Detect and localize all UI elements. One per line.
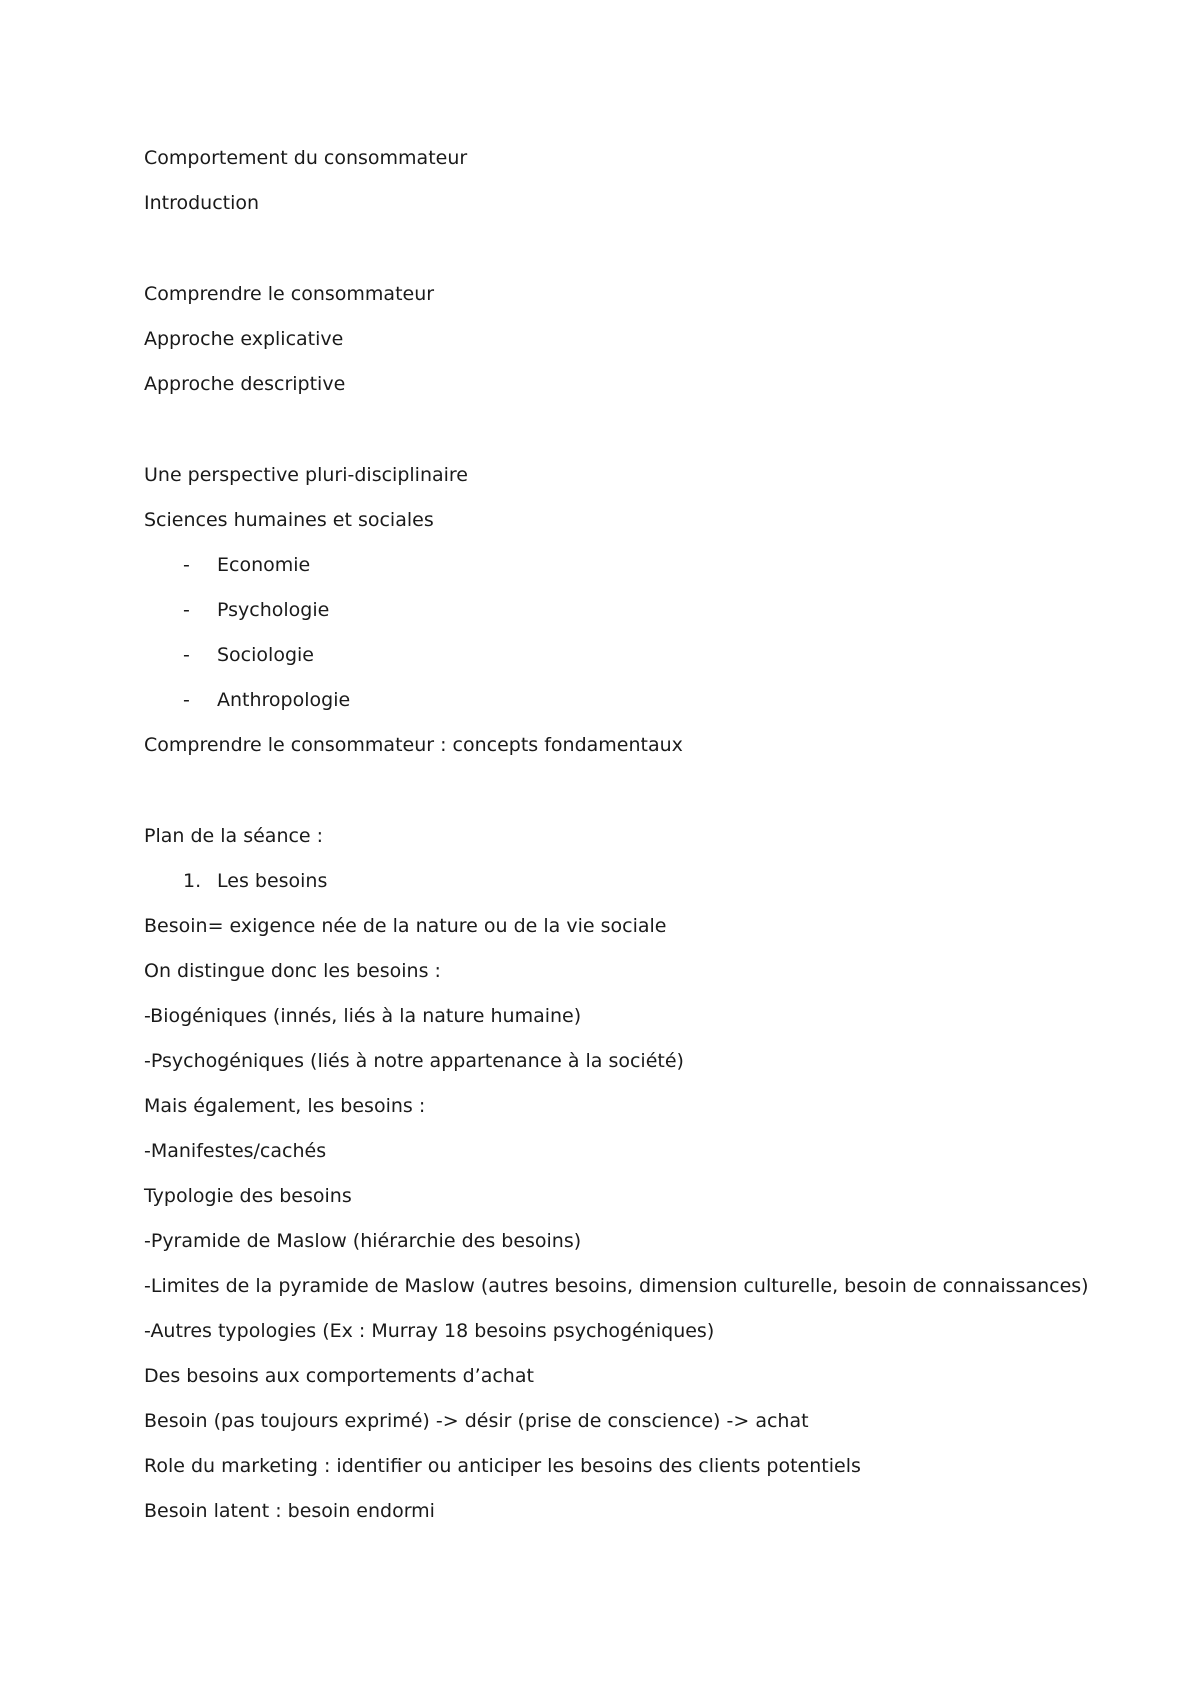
text-line-approche-explicative: Approche explicative (144, 328, 344, 350)
text-line: Besoin latent : besoin endormi (144, 1500, 435, 1522)
bullet-marker: - (183, 689, 190, 711)
bullet-item-economie: Economie (217, 554, 311, 576)
numbered-marker: 1. (183, 870, 202, 892)
text-line: Besoin= exigence née de la nature ou de la vie sociale (144, 915, 667, 937)
text-line: -Psychogéniques (liés à notre appartenance à la société) (144, 1050, 684, 1072)
text-line: Typologie des besoins (144, 1185, 352, 1207)
text-line: Mais également, les besoins : (144, 1095, 426, 1117)
plan-heading: Plan de la séance : (144, 825, 324, 847)
bullet-item-psychologie: Psychologie (217, 599, 330, 621)
document-title: Comportement du consommateur (144, 147, 468, 169)
bullet-marker: - (183, 554, 190, 576)
section-heading-perspective: Une perspective pluri-disciplinaire (144, 464, 468, 486)
text-line: -Autres typologies (Ex : Murray 18 besoins psychogéniques) (144, 1320, 715, 1342)
text-line: -Biogéniques (innés, liés à la nature humaine) (144, 1005, 582, 1027)
intro-heading: Introduction (144, 192, 260, 214)
text-line-concepts: Comprendre le consommateur : concepts fondamentaux (144, 734, 683, 756)
text-line: On distingue donc les besoins : (144, 960, 441, 982)
text-line: -Manifestes/cachés (144, 1140, 327, 1162)
text-line-approche-descriptive: Approche descriptive (144, 373, 346, 395)
section-heading-comprendre: Comprendre le consommateur (144, 283, 435, 305)
text-line: -Pyramide de Maslow (hiérarchie des besoins) (144, 1230, 582, 1252)
text-line: Des besoins aux comportements d’achat (144, 1365, 534, 1387)
bullet-marker: - (183, 599, 190, 621)
subheading-sciences: Sciences humaines et sociales (144, 509, 434, 531)
text-line: Besoin (pas toujours exprimé) -> désir (prise de conscience) -> achat (144, 1410, 809, 1432)
bullet-item-anthropologie: Anthropologie (217, 689, 351, 711)
text-line: Role du marketing : identifier ou anticiper les besoins des clients potentiels (144, 1455, 861, 1477)
numbered-item-les-besoins: Les besoins (217, 870, 328, 892)
bullet-marker: - (183, 644, 190, 666)
text-line: -Limites de la pyramide de Maslow (autres besoins, dimension culturelle, besoin de connaissances) (144, 1275, 1089, 1297)
bullet-item-sociologie: Sociologie (217, 644, 314, 666)
